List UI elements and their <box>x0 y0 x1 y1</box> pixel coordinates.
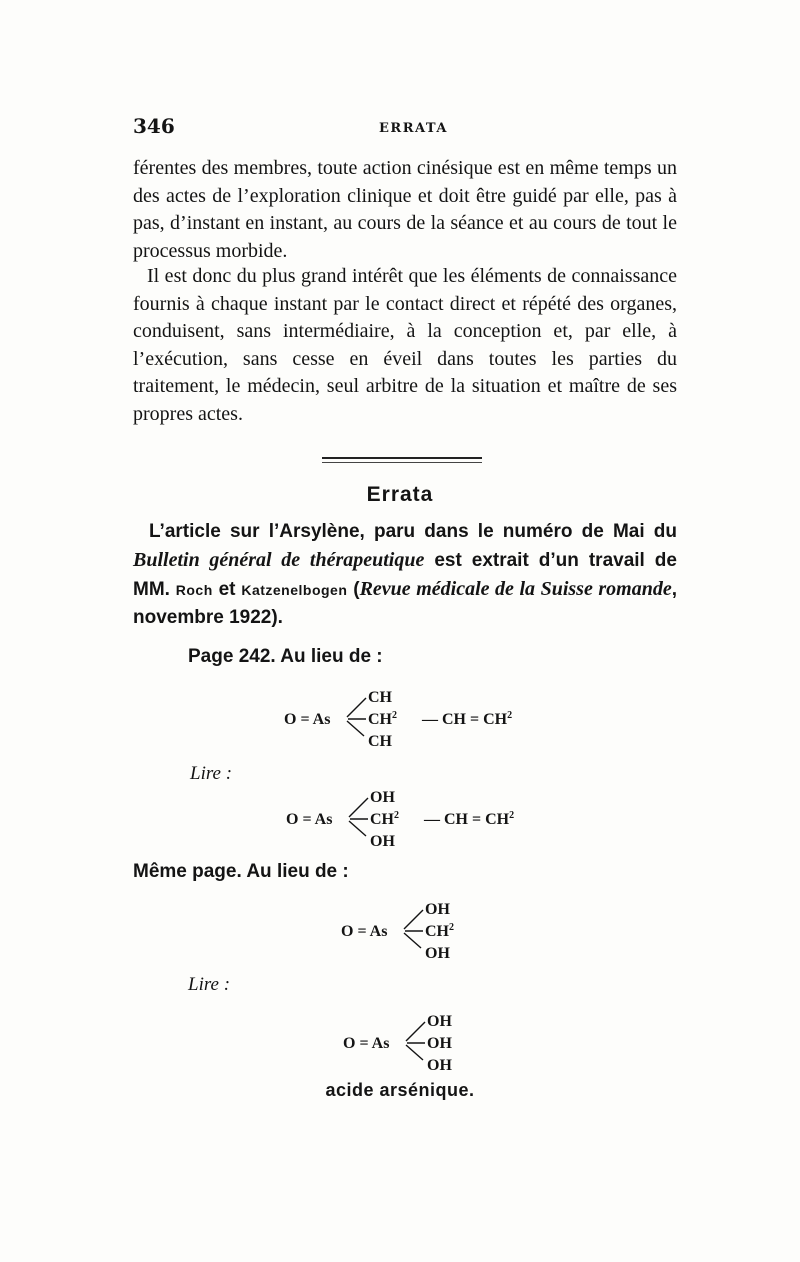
group-mid: OH <box>427 1035 452 1052</box>
group-bottom: OH <box>370 833 395 850</box>
formula-wrong-1 <box>284 688 554 748</box>
lire-label-2: Lire : <box>188 974 231 995</box>
author-roch: Roch <box>175 582 213 598</box>
group-bottom: CH <box>368 733 392 750</box>
group-top: CH <box>368 689 392 706</box>
group-top: OH <box>370 789 395 806</box>
svg-text:— CH = CH2: — CH = $CH^2$ <box>422 710 513 728</box>
svg-text:CH2: $CH^2$ <box>368 710 397 728</box>
section-divider-thin <box>322 462 482 463</box>
errata-intro: L’article sur l’Arsylène, paru dans le numéro de Mai du Bulletin général de thérapeutique est extrait d’un travail de MM. Roch et Katzenelbogen (Revue médicale de la Suisse romande, novembre 1922). <box>133 521 678 628</box>
bond-down <box>347 721 364 736</box>
section-divider <box>322 457 482 459</box>
svg-text:O = As: O = As <box>286 811 333 828</box>
arsylene-term: l’Arsylène, <box>268 521 365 542</box>
group-bottom: OH <box>425 945 450 962</box>
group-bottom: OH <box>427 1057 452 1074</box>
group-top: OH <box>427 1013 452 1030</box>
paragraph-1: férentes des membres, toute action cinésique est en même temps un des actes de l’exploration clinique et doit être guidé par elle, pas à pas, d’instant en instant, au cours de la séance et au cours de tout le processus morbide. <box>133 157 677 262</box>
same-page-label: Même page. Au lieu de : <box>133 861 349 882</box>
author-katzenelbogen: Katzenelbogen <box>241 582 348 598</box>
bond-down <box>404 933 421 948</box>
svg-text:CH2: $CH^2$ <box>425 922 454 940</box>
svg-text:O = As: O = As <box>341 923 388 940</box>
svg-text:— CH = CH2: — CH = $CH^2$ <box>424 810 515 828</box>
errata-title: Errata <box>366 483 434 506</box>
page-correction-label: Page 242. Au lieu de : <box>188 646 383 667</box>
group-top: OH <box>425 901 450 918</box>
formula-wrong-2 <box>341 900 481 960</box>
paragraph-2: Il est donc du plus grand intérêt que les éléments de connaissance fournis à chaque instant par le contact direct et répété des organes, conduisent, sans intermédiaire, à la conception et, par elle, à l’exécution, sans cesse en éveil dans toutes les parties du traitement, le médecin, seul arbitre de la situation et maître de ses propres actes. <box>133 265 677 425</box>
lire-label-1: Lire : <box>190 763 233 784</box>
bond-down <box>349 821 366 836</box>
svg-text:CH2: $CH^2$ <box>370 810 399 828</box>
source-title: Revue médicale de la Suisse romande <box>359 578 672 600</box>
arsenic-acid-note: acide arsénique. <box>325 1080 475 1100</box>
formula-correct-2 <box>343 1012 483 1072</box>
svg-text:O = As: O = As <box>343 1035 390 1052</box>
page-number: 346 <box>133 114 175 138</box>
bond-up <box>406 1022 425 1041</box>
bond-up <box>404 910 423 929</box>
bond-down <box>406 1045 423 1060</box>
journal-title: Bulletin général de thérapeutique <box>133 549 425 571</box>
formula-correct-1 <box>286 788 556 848</box>
bond-up <box>349 798 368 817</box>
bond-up <box>347 698 366 717</box>
svg-text:O = As: O = As <box>284 711 331 728</box>
running-title: ERRATA <box>379 121 448 136</box>
